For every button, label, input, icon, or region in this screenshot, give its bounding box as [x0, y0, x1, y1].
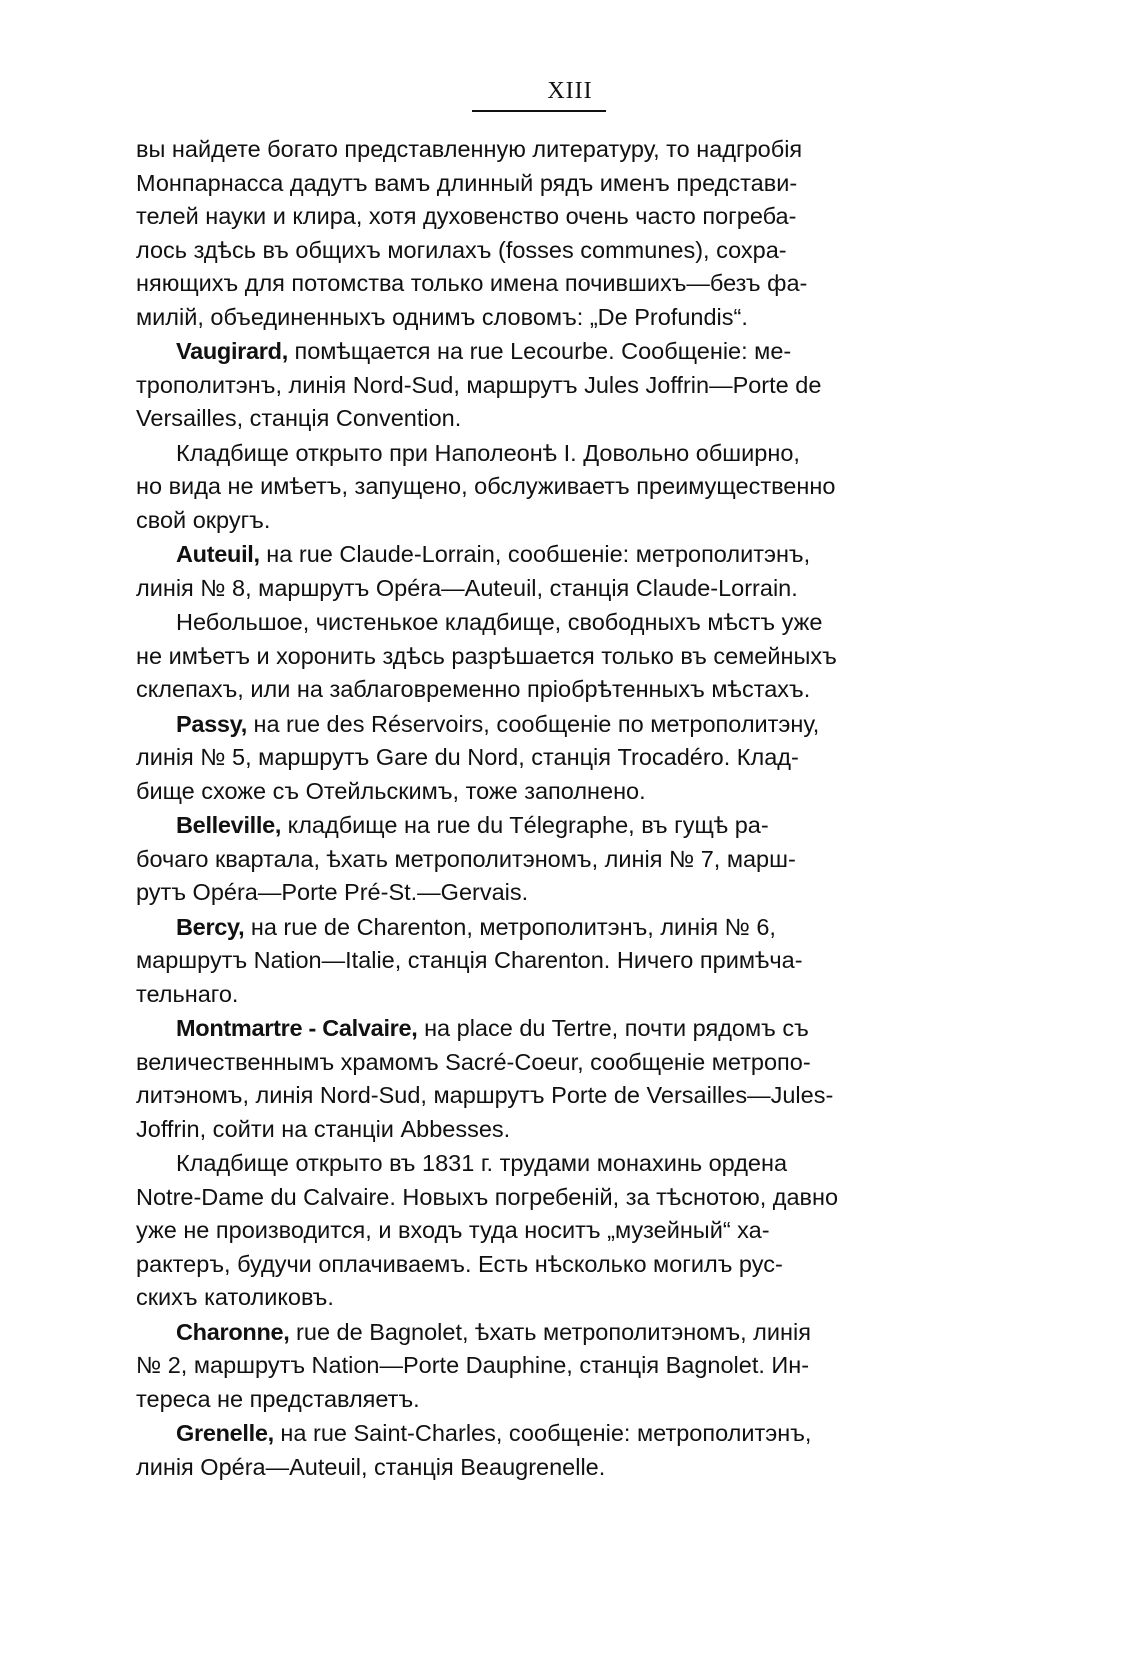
paragraph-text: кладбище на rue du Télegraphe, въ гущѣ ра- бочаго квартала, ѣхать метрополитэномъ, линія № 7, марш- рутъ Opéra—Porte Pré-St.—Gervais.	[136, 812, 796, 905]
paragraph-text: на rue Claude-Lorrain, сообшеніе: метрополитэнъ, линія № 8, маршрутъ Opéra—Auteuil, станція Claude-Lorrain.	[136, 541, 811, 601]
cemetery-heading: Belleville,	[176, 812, 282, 838]
paragraph-passy	[136, 708, 940, 809]
paragraph-auteuil-description	[136, 606, 940, 707]
paragraph-text: Кладбище открыто въ 1831 г. трудами монахинь ордена Notre-Dame du Calvaire. Новыхъ погребеній, за тѣснотою, давно уже не производится, и входъ туда носитъ „музейный“ ха- рактеръ, будучи оплачиваемъ. Есть нѣсколько могилъ рус- скихъ католиковъ.	[136, 1150, 839, 1310]
paragraph-text: rue de Bagnolet, ѣхать метрополитэномъ, линія № 2, маршрутъ Nation—Porte Dauphine, станція Bagnolet. Ин- тереса не представляетъ.	[136, 1318, 811, 1412]
cemetery-heading: Auteuil,	[176, 541, 260, 567]
paragraph-text: помѣщается на rue Lecourbe. Сообщеніе: ме- трополитэнъ, линія Nord-Sud, маршрутъ Jules Joffrin—Porte de Versailles, станція Convention.	[136, 338, 822, 431]
paragraph-text: вы найдете богато представленную литературу, то надгробія Монпарнасса дадутъ вамъ длинный рядъ именъ представи- телей науки и клира, хотя духовенство очень часто погреба- лось здѣсь въ общихъ могилахъ (fosses communes), сохра- няющихъ для потомства только имена почившихъ—безъ фа- милій, объединенныхъ однимъ словомъ: „De Profundis“.	[136, 136, 808, 330]
paragraph-vaugirard-description	[136, 437, 940, 538]
paragraph-bercy	[136, 911, 940, 1012]
paragraph-montmartre-calvaire	[136, 1012, 940, 1146]
cemetery-heading: Bercy,	[176, 913, 245, 940]
paragraph-montmartre-description	[136, 1147, 940, 1315]
paragraph-text: на place du Tertre, почти рядомъ съ величественнымъ храмомъ Sacré-Coeur, сообщеніе метропо- литэномъ, линія Nord-Sud, маршрутъ Porte de Versailles—Jules- Joffrin, сойти на станціи Abbesses.	[136, 1015, 834, 1142]
paragraph-text: на rue Saint-Charles, сообщеніе: метрополитэнъ, линія Opéra—Auteuil, станція Beaugrenelle.	[136, 1420, 812, 1480]
cemetery-heading: Grenelle,	[176, 1420, 274, 1446]
paragraph-text: на rue des Réservoirs, сообщеніе по метрополитэну, линія № 5, маршрутъ Gare du Nord, станція Trocadéro. Клад- бище схоже съ Отейльскимъ, тоже заполнено.	[136, 710, 820, 804]
cemetery-heading: Charonne,	[176, 1318, 290, 1345]
paragraph-auteuil	[136, 538, 940, 605]
paragraph-belleville	[136, 809, 940, 910]
paragraph-grenelle	[136, 1417, 940, 1484]
header-rule	[472, 110, 606, 112]
paragraph-text: Кладбище открыто при Наполеонѣ I. Довольно обширно, но вида не имѣетъ, запущено, обслуживаетъ преимущественно свой округъ.	[136, 439, 836, 533]
cemetery-heading: Montmartre - Calvaire,	[176, 1015, 418, 1041]
text-column	[136, 133, 940, 1485]
paragraph-text: Небольшое, чистенькое кладбище, свободныхъ мѣстъ уже не имѣетъ и хоронить здѣсь разрѣшается только въ семейныхъ склепахъ, или на заблаговременно пріобрѣтенныхъ мѣстахъ.	[136, 609, 837, 702]
paragraph-continuation	[136, 133, 940, 334]
cemetery-heading: Vaugirard,	[176, 338, 288, 364]
page-number: XIII	[547, 78, 593, 104]
paragraph-charonne	[136, 1316, 940, 1417]
cemetery-heading: Passy,	[176, 710, 247, 737]
paragraph-text: на rue de Charenton, метрополитэнъ, линія № 6, маршрутъ Nation—Italie, станція Charenton. Ничего примѣча- тельнаго.	[136, 913, 803, 1007]
paragraph-vaugirard	[136, 335, 940, 436]
